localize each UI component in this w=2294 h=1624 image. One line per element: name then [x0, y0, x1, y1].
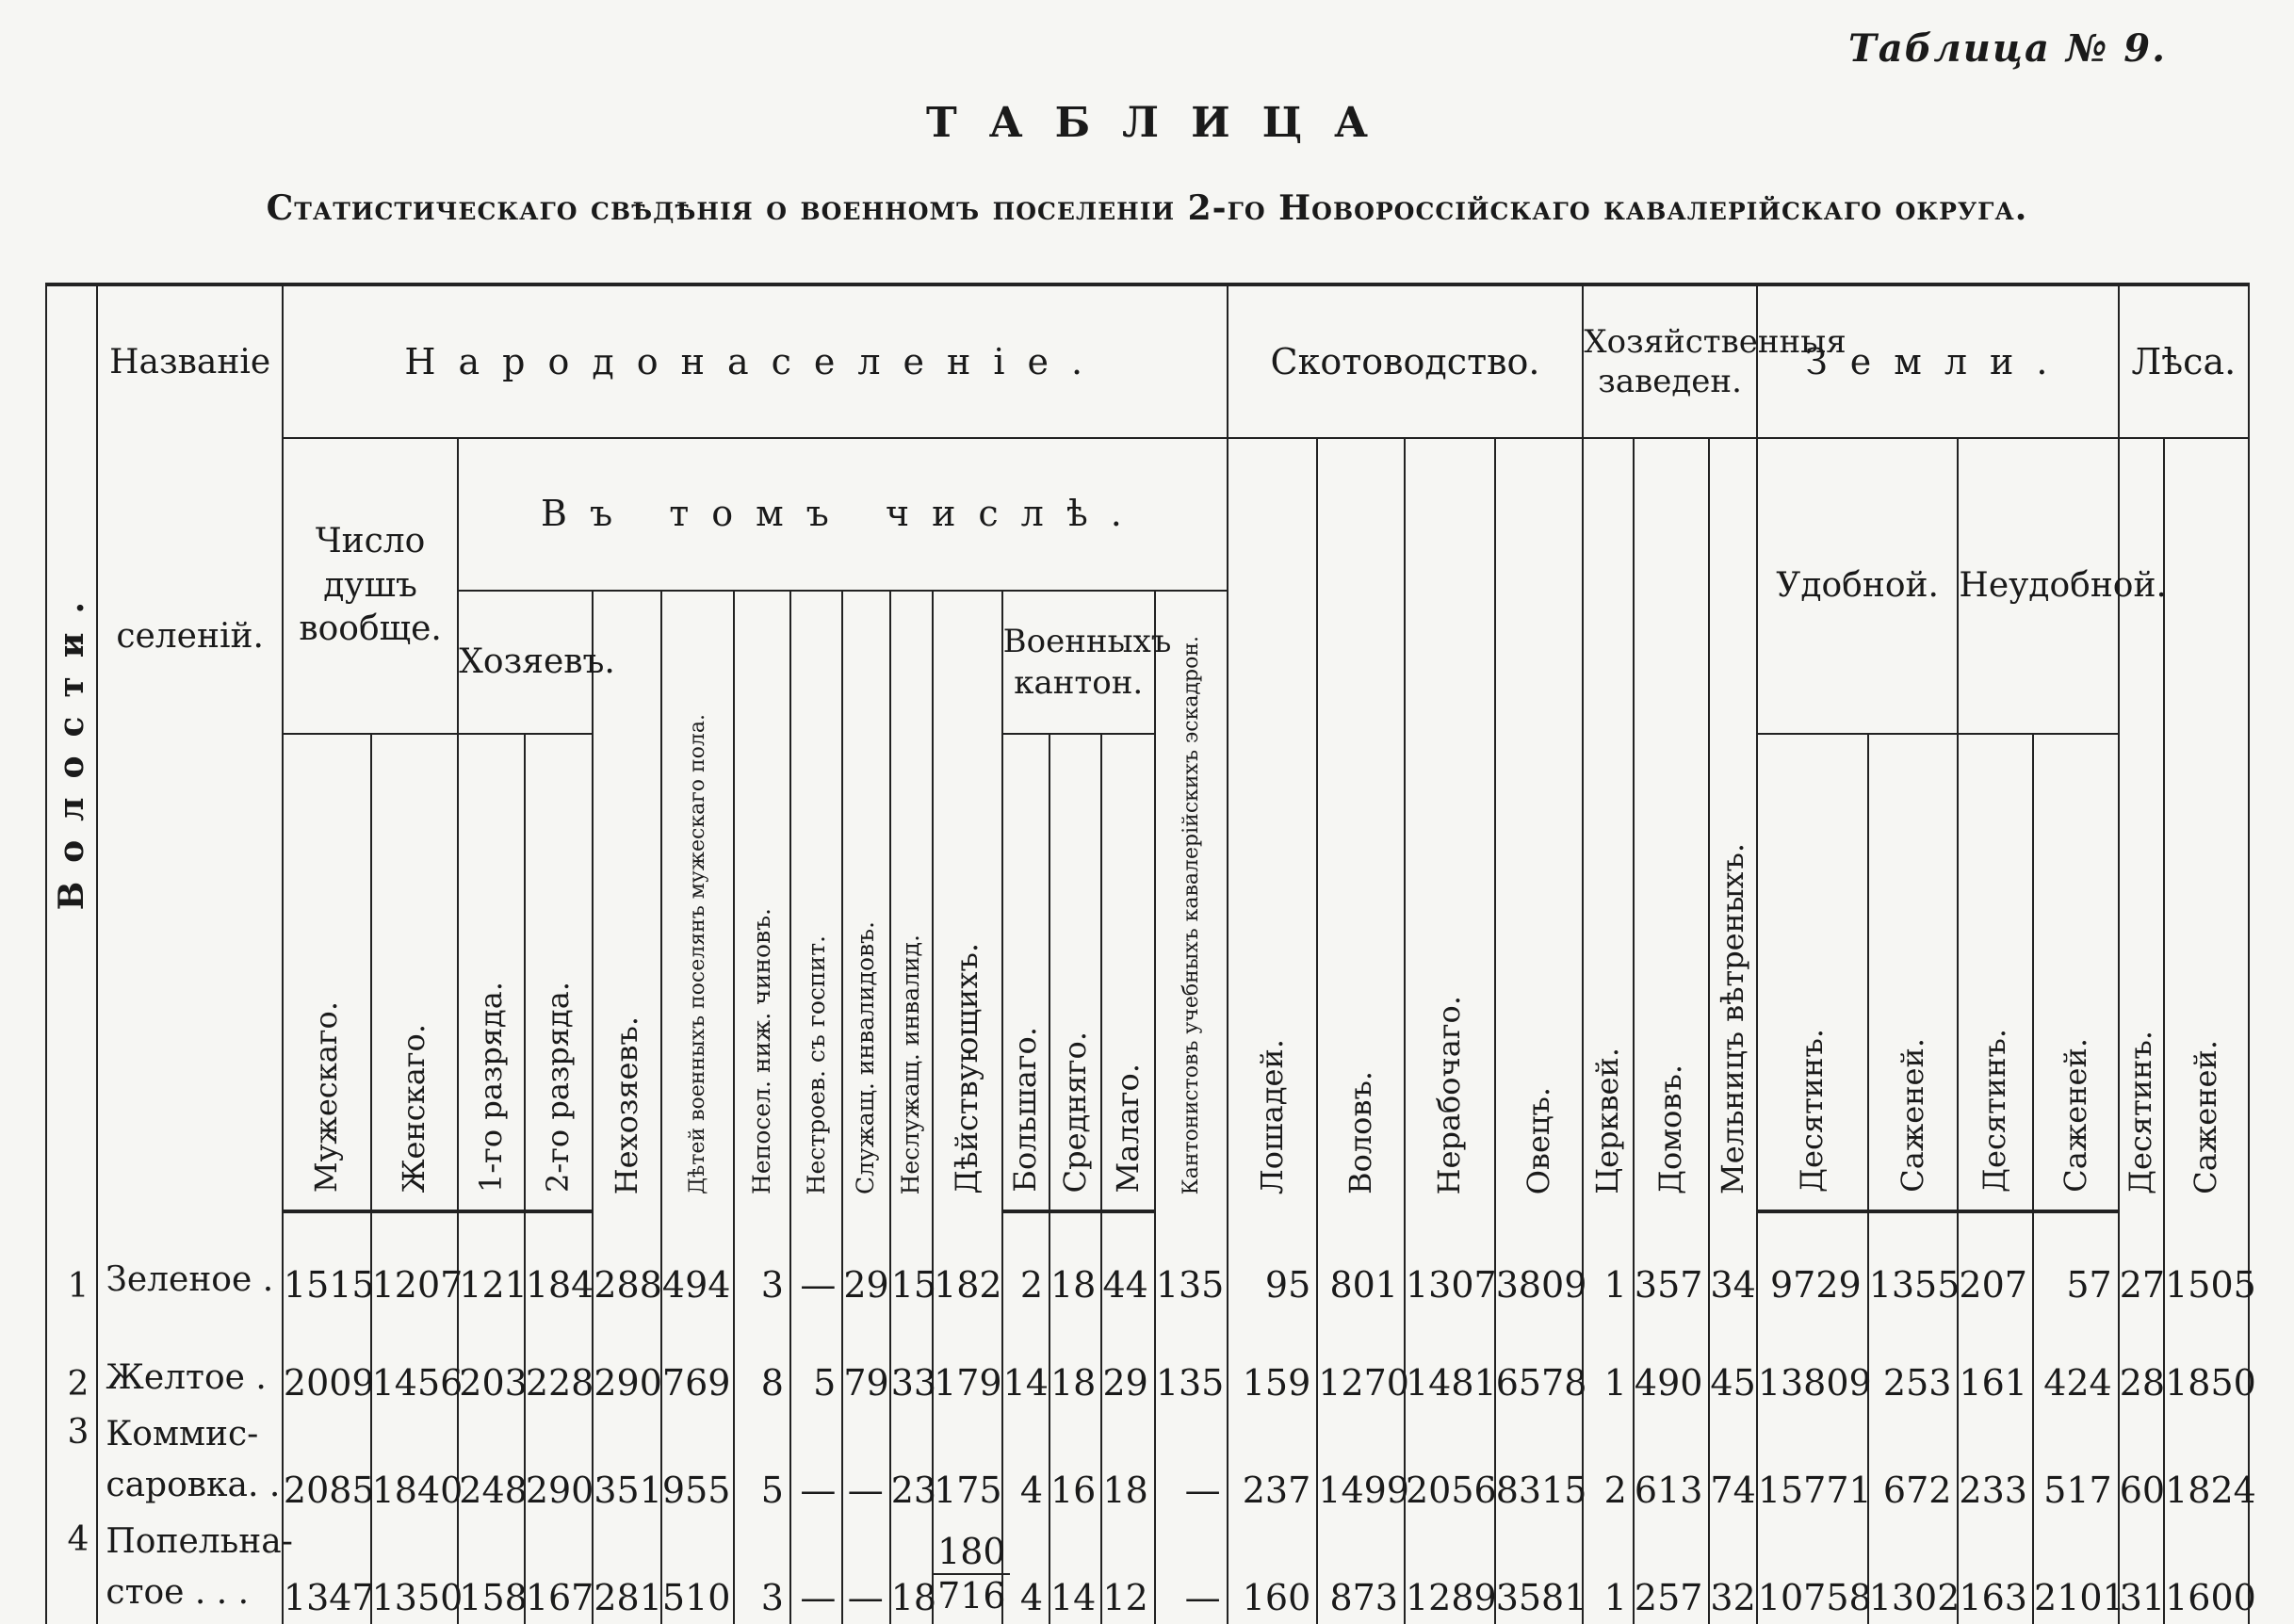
- row-number: 4: [46, 1517, 97, 1624]
- children-header: Дѣтей военныхъ поселянъ мужескаго пола.: [661, 591, 734, 1211]
- name-header-line2: селеній.: [116, 617, 264, 656]
- active-cell: 182: [933, 1211, 1002, 1311]
- medium-canton-cell: 18: [1049, 1211, 1101, 1311]
- male-cell: 2009: [283, 1311, 371, 1409]
- medium-canton-cell: 16: [1049, 1409, 1101, 1517]
- children-cell: 494: [661, 1211, 734, 1311]
- forest-sazhen-cell: 1850: [2164, 1311, 2249, 1409]
- non-arable-header: Неудобной.: [1958, 438, 2118, 734]
- small-canton-cell: 29: [1101, 1311, 1154, 1409]
- settlement-name-line2: саровка. .: [106, 1466, 281, 1504]
- female-cell: 1207: [371, 1211, 459, 1311]
- first-rank-cell: 121: [458, 1211, 525, 1311]
- active-header: Дѣйствующихъ.: [933, 591, 1002, 1211]
- churches-cell: 1: [1583, 1311, 1633, 1409]
- male-cell: 2085: [283, 1409, 371, 1517]
- settlement-name: Зеленое .: [97, 1211, 282, 1311]
- female-header: Женскаго.: [371, 734, 459, 1211]
- forest-desyatin-cell: 27: [2119, 1211, 2164, 1311]
- forest-sazhen-header: Саженей.: [2164, 438, 2249, 1211]
- statistics-table: [45, 283, 2256, 1624]
- non-combat-cell: 5: [790, 1311, 842, 1409]
- second-rank-cell: 184: [525, 1211, 594, 1311]
- non-owners-cell: 290: [593, 1311, 661, 1409]
- female-cell: 1456: [371, 1311, 459, 1409]
- arable-desyatin-cell: 13809: [1757, 1311, 1868, 1409]
- sheep-cell: 3581: [1495, 1517, 1584, 1624]
- oxen-cell: 1270: [1317, 1311, 1405, 1409]
- table-row: [46, 1311, 2249, 1409]
- horses-cell: 159: [1228, 1311, 1318, 1409]
- row-number: 2: [46, 1311, 97, 1409]
- first-rank-header: 1-го разряда.: [458, 734, 525, 1211]
- active-cell: 179: [933, 1311, 1002, 1409]
- churches-cell: 1: [1583, 1211, 1633, 1311]
- non-working-cell: 1289: [1405, 1517, 1495, 1624]
- non-arable-desyatin-header: Десятинъ.: [1958, 734, 2033, 1211]
- horses-cell: 237: [1228, 1409, 1318, 1517]
- non-working-header: Нерабочаго.: [1405, 438, 1495, 1211]
- male-cell: 1515: [283, 1211, 371, 1311]
- population-header: Народонаселеніе.: [283, 284, 1228, 438]
- serving-invalids-cell: —: [842, 1409, 889, 1517]
- second-rank-cell: 167: [525, 1517, 594, 1624]
- arable-sazhen-cell: 1355: [1868, 1211, 1959, 1311]
- non-arable-desyatin-cell: 161: [1958, 1311, 2033, 1409]
- churches-header: Церквей.: [1583, 438, 1633, 1211]
- table-row: [46, 1211, 2249, 1311]
- non-arable-sazhen-cell: 57: [2033, 1211, 2119, 1311]
- non-arable-desyatin-cell: 207: [1958, 1211, 2033, 1311]
- forest-sazhen-cell: 1505: [2164, 1211, 2249, 1311]
- horses-cell: 95: [1228, 1211, 1318, 1311]
- active-fraction-bottom: 716: [937, 1575, 1006, 1617]
- female-cell: 1840: [371, 1409, 459, 1517]
- military-cantons-header: Военныхъ кантон.: [1002, 591, 1155, 734]
- active-fraction-top: 180: [934, 1531, 1010, 1576]
- page-title: ТАБЛИЦА: [925, 99, 1400, 147]
- houses-cell: 257: [1634, 1517, 1710, 1624]
- horses-cell: 160: [1228, 1517, 1318, 1624]
- lands-header: Земли.: [1757, 284, 2119, 438]
- oxen-cell: 873: [1317, 1517, 1405, 1624]
- non-serving-invalids-cell: 18: [890, 1517, 933, 1624]
- serving-invalids-cell: 79: [842, 1311, 889, 1409]
- serving-invalids-cell: 29: [842, 1211, 889, 1311]
- cantonists-cell: 135: [1155, 1311, 1228, 1409]
- statistics-table-container: [45, 283, 2256, 1624]
- owners-header: Хозяевъ.: [458, 591, 593, 734]
- houses-header: Домовъ.: [1634, 438, 1710, 1211]
- serving-invalids-header: Служащ. инвалидовъ.: [842, 591, 889, 1211]
- non-owners-cell: 351: [593, 1409, 661, 1517]
- oxen-cell: 1499: [1317, 1409, 1405, 1517]
- non-owners-cell: 281: [593, 1517, 661, 1624]
- male-header: Мужескаго.: [283, 734, 371, 1211]
- small-canton-header: Малаго.: [1101, 734, 1154, 1211]
- non-arable-sazhen-cell: 2101: [2033, 1517, 2119, 1624]
- sheep-cell: 3809: [1495, 1211, 1584, 1311]
- non-settled-cell: 5: [734, 1409, 790, 1517]
- non-serving-invalids-cell: 23: [890, 1409, 933, 1517]
- arable-sazhen-header: Саженей.: [1868, 734, 1959, 1211]
- non-arable-sazhen-header: Саженей.: [2033, 734, 2119, 1211]
- settlement-name: Желтое .: [97, 1311, 282, 1409]
- houses-cell: 613: [1634, 1409, 1710, 1517]
- non-working-cell: 1481: [1405, 1311, 1495, 1409]
- arable-header: Удобной.: [1757, 438, 1959, 734]
- name-header-line1: Названіе: [109, 343, 271, 382]
- forest-desyatin-cell: 31: [2119, 1517, 2164, 1624]
- non-arable-desyatin-cell: 233: [1958, 1409, 2033, 1517]
- cantonists-cell: —: [1155, 1517, 1228, 1624]
- mills-cell: 32: [1709, 1517, 1756, 1624]
- mills-cell: 45: [1709, 1311, 1756, 1409]
- table-number-label: Таблица № 9.: [1847, 26, 2167, 71]
- non-owners-cell: 288: [593, 1211, 661, 1311]
- settlement-name-line2: стое . . .: [106, 1573, 250, 1612]
- non-combat-cell: —: [790, 1517, 842, 1624]
- non-arable-desyatin-cell: 163: [1958, 1517, 2033, 1624]
- forest-sazhen-cell: 1600: [2164, 1517, 2249, 1624]
- houses-cell: 357: [1634, 1211, 1710, 1311]
- arable-sazhen-cell: 672: [1868, 1409, 1959, 1517]
- sheep-cell: 6578: [1495, 1311, 1584, 1409]
- horses-header: Лошадей.: [1228, 438, 1318, 1211]
- active-cell: 175: [933, 1409, 1002, 1517]
- arable-desyatin-cell: 15771: [1757, 1409, 1868, 1517]
- non-working-cell: 2056: [1405, 1409, 1495, 1517]
- settlement-name-line1: Попельна-: [106, 1522, 293, 1561]
- non-combat-cell: —: [790, 1409, 842, 1517]
- male-cell: 1347: [283, 1517, 371, 1624]
- cantonists-header: Кантонистовъ учебныхъ кавалерійскихъ эскадрон.: [1155, 591, 1228, 1211]
- settlement-name: [97, 1409, 282, 1517]
- arable-sazhen-cell: 1302: [1868, 1517, 1959, 1624]
- second-rank-cell: 290: [525, 1409, 594, 1517]
- children-cell: 769: [661, 1311, 734, 1409]
- page-subtitle: Статистическаго свѣдѣнія о военномъ поселеніи 2-го Новороссійскаго кавалерійскаго округа.: [266, 188, 2028, 228]
- non-settled-cell: 8: [734, 1311, 790, 1409]
- small-canton-cell: 44: [1101, 1211, 1154, 1311]
- second-rank-cell: 228: [525, 1311, 594, 1409]
- active-fraction: [934, 1531, 1010, 1618]
- sheep-header: Овецъ.: [1495, 438, 1584, 1211]
- churches-cell: 2: [1583, 1409, 1633, 1517]
- medium-canton-cell: 18: [1049, 1311, 1101, 1409]
- forest-desyatin-cell: 60: [2119, 1409, 2164, 1517]
- table-row: [46, 1409, 2249, 1517]
- large-canton-cell: 14: [1002, 1311, 1049, 1409]
- establishments-header: Хозяйственныя заведен.: [1583, 284, 1756, 438]
- non-combat-cell: —: [790, 1211, 842, 1311]
- non-owners-header: Нехозяевъ.: [593, 591, 661, 1211]
- first-rank-cell: 158: [458, 1517, 525, 1624]
- first-rank-cell: 203: [458, 1311, 525, 1409]
- forest-desyatin-cell: 28: [2119, 1311, 2164, 1409]
- non-arable-sazhen-cell: 424: [2033, 1311, 2119, 1409]
- settlement-name: [97, 1517, 293, 1624]
- arable-desyatin-cell: 9729: [1757, 1211, 1868, 1311]
- mills-cell: 74: [1709, 1409, 1756, 1517]
- medium-canton-cell: 14: [1049, 1517, 1101, 1624]
- large-canton-cell: 2: [1002, 1211, 1049, 1311]
- first-rank-cell: 248: [458, 1409, 525, 1517]
- large-canton-cell: 4: [1002, 1409, 1049, 1517]
- non-serving-invalids-cell: 15: [890, 1211, 933, 1311]
- non-arable-sazhen-cell: 517: [2033, 1409, 2119, 1517]
- arable-desyatin-cell: 10758: [1757, 1517, 1868, 1624]
- non-serving-invalids-cell: 33: [890, 1311, 933, 1409]
- sheep-cell: 8315: [1495, 1409, 1584, 1517]
- including-header: Въ томъ числѣ.: [458, 438, 1227, 591]
- livestock-header: Скотоводство.: [1228, 284, 1584, 438]
- female-cell: 1350: [371, 1517, 459, 1624]
- cantonists-cell: 135: [1155, 1211, 1228, 1311]
- number-of-souls-header: Число душъ вообще.: [283, 438, 458, 734]
- children-cell: 955: [661, 1409, 734, 1517]
- second-rank-header: 2-го разряда.: [525, 734, 594, 1211]
- oxen-header: Воловъ.: [1317, 438, 1405, 1211]
- active-cell: [933, 1517, 1006, 1624]
- non-settled-cell: 3: [734, 1517, 790, 1624]
- settlement-name-line1: Коммис-: [106, 1415, 259, 1453]
- volosti-header: Волости.: [46, 284, 97, 1211]
- arable-sazhen-cell: 253: [1868, 1311, 1959, 1409]
- medium-canton-header: Средняго.: [1049, 734, 1101, 1211]
- houses-cell: 490: [1634, 1311, 1710, 1409]
- large-canton-cell: 4: [1002, 1517, 1049, 1624]
- settlement-name-header: [97, 284, 282, 1211]
- forest-desyatin-header: Десятинъ.: [2119, 438, 2164, 1211]
- row-number: 1: [46, 1211, 97, 1311]
- serving-invalids-cell: —: [842, 1517, 889, 1624]
- non-working-cell: 1307: [1405, 1211, 1495, 1311]
- non-serving-invalids-header: Неслужащ. инвалид.: [890, 591, 933, 1211]
- churches-cell: 1: [1583, 1517, 1633, 1624]
- forest-sazhen-cell: 1824: [2164, 1409, 2249, 1517]
- forests-header: Лѣса.: [2119, 284, 2249, 438]
- table-row: [46, 1517, 2249, 1624]
- mills-header: Мельницъ вѣтреныхъ.: [1709, 438, 1756, 1211]
- non-combat-header: Нестроев. съ госпит.: [790, 591, 842, 1211]
- row-number: 3: [46, 1409, 97, 1517]
- arable-desyatin-header: Десятинъ.: [1757, 734, 1868, 1211]
- mills-cell: 34: [1709, 1211, 1756, 1311]
- non-settled-cell: 3: [734, 1211, 790, 1311]
- small-canton-cell: 18: [1101, 1409, 1154, 1517]
- small-canton-cell: 12: [1101, 1517, 1154, 1624]
- large-canton-header: Большаго.: [1002, 734, 1049, 1211]
- cantonists-cell: —: [1155, 1409, 1228, 1517]
- non-settled-header: Непосел. ниж. чиновъ.: [734, 591, 790, 1211]
- oxen-cell: 801: [1317, 1211, 1405, 1311]
- children-cell: 510: [661, 1517, 734, 1624]
